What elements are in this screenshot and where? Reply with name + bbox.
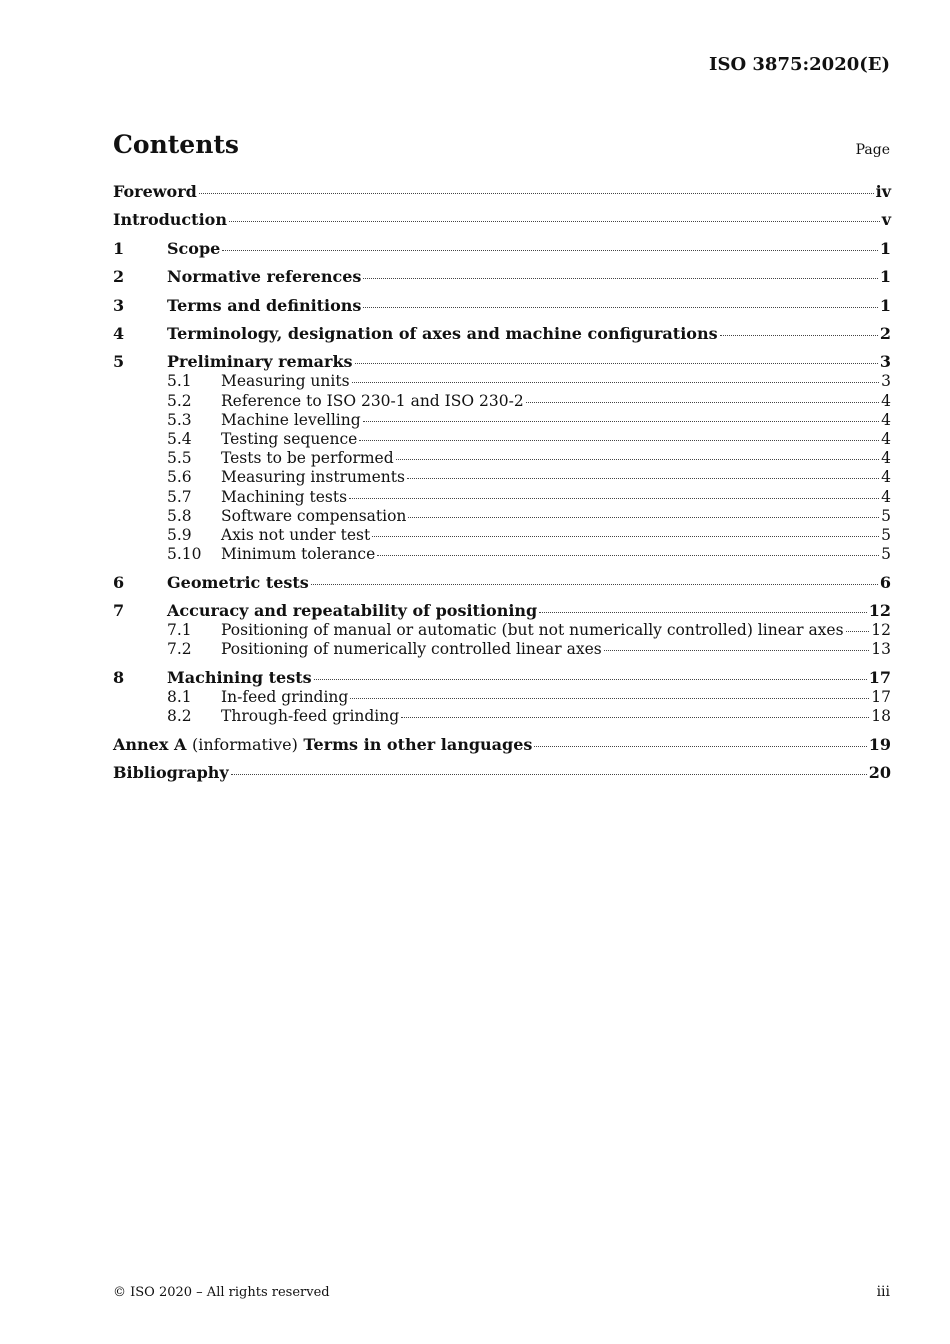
toc-entry-annex-a[interactable] bbox=[113, 735, 891, 755]
toc-entry-title: In-feed grinding bbox=[221, 687, 349, 706]
toc-entry-title: Preliminary remarks bbox=[167, 352, 353, 372]
page-number: iii bbox=[876, 1284, 890, 1300]
toc-entry-title: Reference to ISO 230-1 and ISO 230-2 bbox=[221, 391, 524, 410]
toc-entry-page: 4 bbox=[881, 429, 891, 448]
annex-type: (informative) bbox=[191, 734, 298, 754]
toc-subentry-5-10[interactable] bbox=[113, 545, 891, 564]
toc-entry-bibliography[interactable] bbox=[113, 763, 891, 783]
toc-entry-number: 8.2 bbox=[167, 707, 192, 726]
toc-entry-page: 17 bbox=[871, 687, 891, 706]
toc-entry-page: 3 bbox=[881, 372, 891, 391]
toc-entry-title: Bibliography bbox=[113, 763, 229, 783]
toc-entry-title: Software compensation bbox=[221, 506, 407, 525]
toc-entry-number: 5.1 bbox=[167, 372, 192, 391]
toc-entry-page: 5 bbox=[881, 506, 891, 525]
dot-leader bbox=[311, 584, 878, 585]
dot-leader bbox=[359, 440, 879, 441]
toc-entry-page: 4 bbox=[881, 487, 891, 506]
annex-label: Annex A bbox=[113, 734, 187, 754]
toc-entry-title: Through-feed grinding bbox=[221, 707, 400, 726]
toc-entry-number: 7.1 bbox=[167, 621, 192, 640]
page-title: Contents bbox=[113, 130, 240, 159]
dot-leader bbox=[231, 774, 867, 775]
toc-entry-page: 13 bbox=[871, 640, 891, 659]
toc-entry-title: Terms and definitions bbox=[167, 295, 362, 315]
toc-entry-number: 5.8 bbox=[167, 506, 192, 525]
toc-entry-number: 7.2 bbox=[167, 640, 192, 659]
document-id: ISO 3875:2020(E) bbox=[709, 54, 890, 75]
toc-subentry-5-2[interactable] bbox=[113, 392, 891, 411]
toc-entry-page: iv bbox=[875, 182, 891, 201]
toc-entry-machining-tests[interactable] bbox=[113, 668, 891, 688]
toc-entry-terminology[interactable] bbox=[113, 324, 891, 344]
toc-subentry-5-4[interactable] bbox=[113, 430, 891, 449]
toc-entry-page: 4 bbox=[881, 449, 891, 468]
toc-entry-page: 1 bbox=[879, 267, 891, 287]
toc-entry-title: Testing sequence bbox=[221, 429, 358, 448]
toc-subentry-7-1[interactable] bbox=[113, 621, 891, 640]
toc-entry-normative-references[interactable] bbox=[113, 267, 891, 287]
toc-entry-page: 17 bbox=[868, 667, 891, 687]
toc-entry-number: 5.4 bbox=[167, 429, 192, 448]
toc-subentry-7-2[interactable] bbox=[113, 640, 891, 659]
toc-entry-number: 3 bbox=[113, 295, 125, 315]
dot-leader bbox=[396, 459, 879, 460]
toc-entry-number: 6 bbox=[113, 572, 125, 592]
dot-leader bbox=[350, 698, 869, 699]
toc-subentry-5-6[interactable] bbox=[113, 468, 891, 487]
toc-entry-geometric-tests[interactable] bbox=[113, 573, 891, 593]
dot-leader bbox=[222, 250, 878, 251]
dot-leader bbox=[363, 307, 877, 308]
toc-entry-number: 5.7 bbox=[167, 487, 192, 506]
dot-leader bbox=[352, 382, 880, 383]
toc-entry-number: 5.6 bbox=[167, 468, 192, 487]
toc-entry-terms-and-definitions[interactable] bbox=[113, 296, 891, 316]
toc-entry-foreword[interactable] bbox=[113, 182, 891, 202]
toc-subentry-8-2[interactable] bbox=[113, 707, 891, 726]
toc-entry-accuracy-repeatability[interactable] bbox=[113, 601, 891, 621]
toc-entry-page: 20 bbox=[868, 763, 891, 783]
toc-entry-number: 7 bbox=[113, 601, 125, 621]
toc-entry-page: 4 bbox=[881, 468, 891, 487]
toc-entry-number: 4 bbox=[113, 323, 125, 343]
dot-leader bbox=[539, 612, 867, 613]
toc-subentry-5-8[interactable] bbox=[113, 507, 891, 526]
toc-entry-title: Measuring instruments bbox=[221, 468, 405, 487]
toc-entry-number: 5.3 bbox=[167, 410, 192, 429]
toc-entry-page: 12 bbox=[868, 601, 891, 621]
dot-leader bbox=[314, 679, 867, 680]
toc-subentry-5-9[interactable] bbox=[113, 526, 891, 545]
toc-entry-page: 4 bbox=[881, 410, 891, 429]
toc-entry-title: Machining tests bbox=[167, 667, 312, 687]
toc-entry-page: 12 bbox=[871, 621, 891, 640]
toc-entry-number: 2 bbox=[113, 267, 125, 287]
toc-entry-title: Machine levelling bbox=[221, 410, 361, 429]
toc-entry-page: 4 bbox=[881, 391, 891, 410]
toc-entry-number: 8.1 bbox=[167, 687, 192, 706]
toc-entry-title: Positioning of numerically controlled linear axes bbox=[221, 640, 602, 659]
toc-entry-page: 5 bbox=[881, 545, 891, 564]
toc-entry-number: 5.5 bbox=[167, 449, 192, 468]
toc-entry-title: Foreword bbox=[113, 182, 197, 201]
toc-entry-title: Accuracy and repeatability of positioning bbox=[167, 601, 538, 621]
dot-leader bbox=[407, 478, 879, 479]
dot-leader bbox=[372, 536, 879, 537]
toc-entry-number: 5 bbox=[113, 352, 125, 372]
dot-leader bbox=[408, 517, 879, 518]
toc-entry-title: Tests to be performed bbox=[221, 449, 394, 468]
dot-leader bbox=[349, 498, 879, 499]
page-column-label: Page bbox=[855, 142, 890, 158]
toc-entry-page: 19 bbox=[868, 734, 891, 754]
toc-entry-page: 1 bbox=[879, 295, 891, 315]
dot-leader bbox=[355, 363, 878, 364]
toc-entry-title: Positioning of manual or automatic (but not numerically controlled) linear axes bbox=[221, 621, 844, 640]
toc-entry-preliminary-remarks[interactable] bbox=[113, 352, 891, 372]
dot-leader bbox=[526, 402, 879, 403]
dot-leader bbox=[604, 650, 870, 651]
dot-leader bbox=[199, 193, 874, 194]
toc-entry-title: Axis not under test bbox=[221, 525, 371, 544]
toc-entry-page: 2 bbox=[879, 323, 891, 343]
toc-entry-title: Measuring units bbox=[221, 372, 350, 391]
toc-entry-title: Terminology, designation of axes and machine configurations bbox=[167, 323, 718, 343]
toc-entry-introduction[interactable] bbox=[113, 210, 891, 230]
dot-leader bbox=[229, 221, 880, 222]
dot-leader bbox=[363, 278, 877, 279]
toc-entry-number: 5.9 bbox=[167, 525, 192, 544]
toc-subentry-5-7[interactable] bbox=[113, 488, 891, 507]
dot-leader bbox=[363, 421, 879, 422]
toc-subentry-8-1[interactable] bbox=[113, 688, 891, 707]
toc-entry-title: Normative references bbox=[167, 267, 362, 287]
toc-entry-title bbox=[113, 735, 532, 755]
toc-entry-page: 6 bbox=[879, 572, 891, 592]
dot-leader bbox=[401, 717, 869, 718]
dot-leader bbox=[534, 746, 866, 747]
toc-entry-title: Geometric tests bbox=[167, 572, 309, 592]
dot-leader bbox=[720, 335, 878, 336]
toc-entry-title: Minimum tolerance bbox=[221, 545, 376, 564]
table-of-contents bbox=[113, 182, 891, 783]
toc-entry-number: 8 bbox=[113, 667, 125, 687]
copyright-notice: © ISO 2020 – All rights reserved bbox=[113, 1285, 330, 1300]
toc-entry-number: 5.2 bbox=[167, 391, 192, 410]
toc-subentry-5-5[interactable] bbox=[113, 449, 891, 468]
toc-entry-number: 1 bbox=[113, 238, 125, 258]
toc-subentry-5-3[interactable] bbox=[113, 411, 891, 430]
annex-title: Terms in other languages bbox=[303, 734, 533, 754]
toc-entry-page: v bbox=[881, 210, 891, 230]
toc-entry-title: Machining tests bbox=[221, 487, 348, 506]
toc-entry-title: Introduction bbox=[113, 210, 227, 230]
toc-subentry-5-1[interactable] bbox=[113, 372, 891, 391]
toc-entry-page: 1 bbox=[879, 238, 891, 258]
dot-leader bbox=[377, 555, 879, 556]
toc-entry-page: 5 bbox=[881, 525, 891, 544]
toc-entry-page: 18 bbox=[871, 707, 891, 726]
dot-leader bbox=[846, 631, 870, 632]
toc-entry-number: 5.10 bbox=[167, 545, 202, 564]
toc-entry-page: 3 bbox=[879, 352, 891, 372]
toc-entry-title: Scope bbox=[167, 238, 221, 258]
toc-entry-scope[interactable] bbox=[113, 239, 891, 259]
